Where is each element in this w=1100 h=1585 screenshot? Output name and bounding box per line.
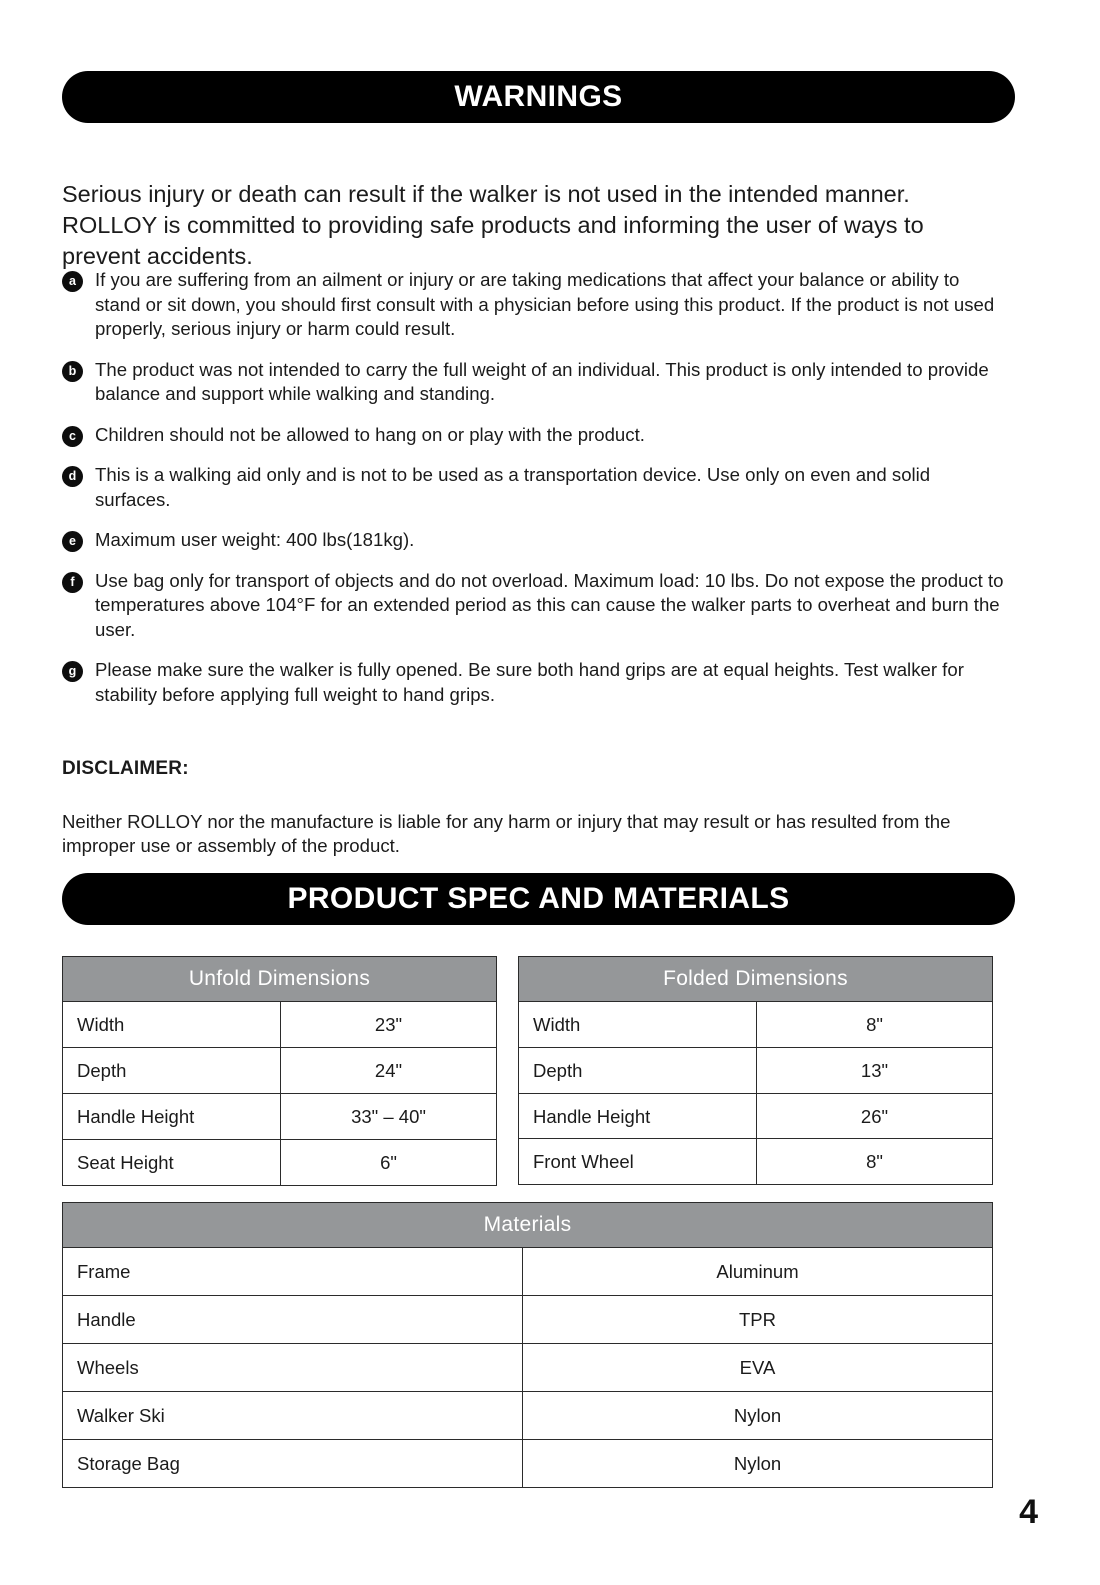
table-title-folded-dimensions: Folded Dimensions <box>519 957 993 1002</box>
cell-value: EVA <box>523 1344 993 1392</box>
cell-value: 33" – 40" <box>281 1094 497 1140</box>
cell-label: Front Wheel <box>519 1139 757 1185</box>
cell-label: Width <box>519 1002 757 1048</box>
table-row <box>63 1344 993 1392</box>
section-header-product-spec-label: PRODUCT SPEC AND MATERIALS <box>287 882 790 915</box>
cell-value: Nylon <box>523 1392 993 1440</box>
cell-value: Nylon <box>523 1440 993 1488</box>
warnings-list <box>62 268 1007 707</box>
cell-label: Seat Height <box>63 1140 281 1186</box>
warning-text-f: Use bag only for transport of objects and do not overload. Maximum load: 10 lbs. Do not expose the product to temperatures above 104°F for an extended period as this can cause the walker parts to overheat and burn the user. <box>95 569 1004 640</box>
warning-text-d: This is a walking aid only and is not to be used as a transportation device. Use only on even and solid surfaces. <box>95 464 931 510</box>
section-header-product-spec <box>62 873 1015 925</box>
table-row <box>63 1048 497 1094</box>
warnings-intro-paragraph: Serious injury or death can result if the walker is not used in the intended manner. ROLLOY is committed to providing safe products and informing the user of ways to prevent accidents. <box>62 180 924 269</box>
warning-text-a: If you are suffering from an ailment or injury or are taking medications that affect your balance or ability to stand or sit down, you should first consult with a physician before using this product. If the product is not used properly, serious injury or harm could result. <box>95 269 995 339</box>
cell-value: Aluminum <box>523 1248 993 1296</box>
table-row <box>63 1002 497 1048</box>
table-row <box>519 1002 993 1048</box>
list-item <box>62 463 1007 512</box>
table-row <box>519 1048 993 1094</box>
bullet-marker-e: e <box>62 531 83 552</box>
table-row <box>63 1140 497 1186</box>
table-unfold-dimensions <box>62 956 497 1186</box>
table-folded-dimensions <box>518 956 993 1140</box>
bullet-marker-a: a <box>62 271 83 292</box>
bullet-marker-f: f <box>62 572 83 593</box>
cell-label: Handle Height <box>63 1094 281 1140</box>
section-header-warnings <box>62 71 1015 123</box>
disclaimer-title: DISCLAIMER: <box>62 758 189 779</box>
table-header-row <box>519 957 993 1002</box>
table-header-row <box>63 957 497 1002</box>
table-row <box>63 1392 993 1440</box>
warning-text-e: Maximum user weight: 400 lbs(181kg). <box>95 529 415 550</box>
warning-text-b: The product was not intended to carry the full weight of an individual. This product is only intended to provide balance and support while walking and standing. <box>95 358 989 404</box>
table-header-row <box>63 1203 993 1248</box>
table-front-wheel <box>518 1138 993 1185</box>
cell-label: Frame <box>63 1248 523 1296</box>
cell-label: Width <box>63 1002 281 1048</box>
table-row <box>519 1139 993 1185</box>
cell-label: Walker Ski <box>63 1392 523 1440</box>
cell-value: 13" <box>757 1048 993 1094</box>
cell-value: TPR <box>523 1296 993 1344</box>
warning-text-c: Children should not be allowed to hang on or play with the product. <box>95 423 645 445</box>
cell-label: Handle <box>63 1296 523 1344</box>
table-row <box>63 1248 993 1296</box>
bullet-marker-g: g <box>62 661 83 682</box>
table-row <box>63 1440 993 1488</box>
cell-label: Depth <box>63 1048 281 1094</box>
cell-value: 26" <box>757 1094 993 1140</box>
section-header-warnings-label: WARNINGS <box>454 80 623 113</box>
list-item <box>62 423 1007 448</box>
cell-value: 6" <box>281 1140 497 1186</box>
table-title-materials: Materials <box>63 1203 993 1248</box>
list-item <box>62 528 1007 553</box>
bullet-marker-d: d <box>62 466 83 487</box>
table-row <box>63 1296 993 1344</box>
list-item <box>62 268 1007 342</box>
table-materials <box>62 1202 993 1488</box>
disclaimer-body: Neither ROLLOY nor the manufacture is liable for any harm or injury that may result or has resulted from the improper use or assembly of the product. <box>62 810 951 857</box>
page-number: 4 <box>1019 1493 1038 1531</box>
cell-value: 8" <box>757 1002 993 1048</box>
cell-label: Handle Height <box>519 1094 757 1140</box>
bullet-marker-b: b <box>62 361 83 382</box>
table-title-unfold-dimensions: Unfold Dimensions <box>63 957 497 1002</box>
list-item <box>62 358 1007 407</box>
cell-label: Wheels <box>63 1344 523 1392</box>
table-row <box>63 1094 497 1140</box>
warning-text-g: Please make sure the walker is fully opened. Be sure both hand grips are at equal heights. Test walker for stability before applying full weight to hand grips. <box>95 659 964 705</box>
cell-label: Depth <box>519 1048 757 1094</box>
bullet-marker-c: c <box>62 426 83 447</box>
cell-value: 24" <box>281 1048 497 1094</box>
cell-value: 23" <box>281 1002 497 1048</box>
list-item <box>62 658 1007 707</box>
cell-value: 8" <box>757 1139 993 1185</box>
list-item <box>62 569 1007 643</box>
cell-label: Storage Bag <box>63 1440 523 1488</box>
table-row <box>519 1094 993 1140</box>
